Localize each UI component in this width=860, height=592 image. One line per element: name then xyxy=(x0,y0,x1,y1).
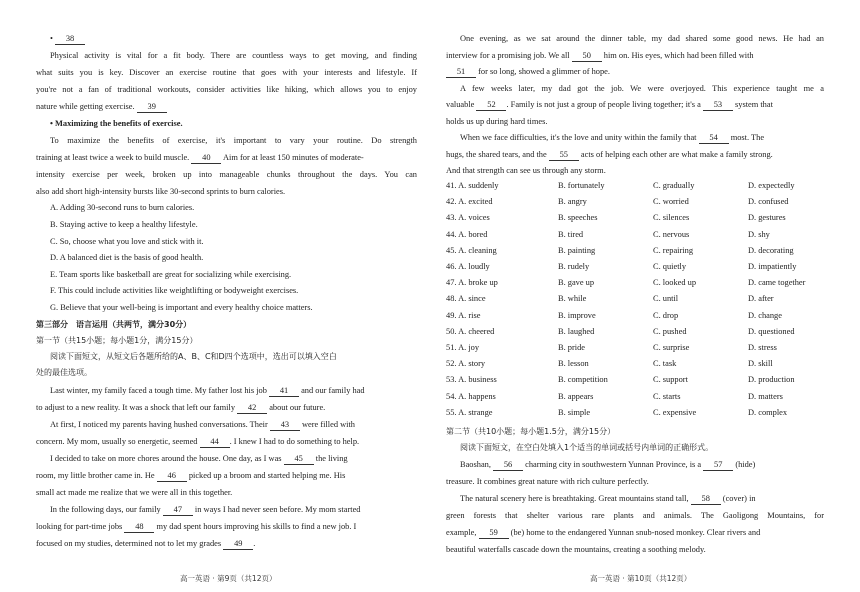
option-item: D. A balanced diet is the basis of good health. xyxy=(50,253,204,262)
page-footer: 高一英语 · 第9页（共12页） xyxy=(180,574,277,583)
choice-option: 53. A. business xyxy=(446,375,497,385)
choice-option: 54. A. happens xyxy=(446,391,496,401)
page-footer: 高一英语 · 第10页（共12页） xyxy=(590,574,692,583)
choice-option: B. lesson xyxy=(558,359,589,369)
section-heading: 第一节（共15小题；每小题1分，满分15分） xyxy=(36,336,198,345)
passage-line: The natural scenery here is breathtaking. Great mountains stand tall, 58 (cover) in xyxy=(460,494,756,503)
choice-option: C. starts xyxy=(653,391,681,401)
blank-55: 55 xyxy=(549,150,579,161)
para-line: training at least twice a week to build muscle. 40 Aim for at least 150 minutes of moderate- xyxy=(36,153,364,162)
passage-line: holds us up during hard times. xyxy=(446,117,548,126)
passage-line: concern. My mom, usually so energetic, seemed 44 . I knew I had to do something to help. xyxy=(36,437,360,446)
choice-option: B. tired xyxy=(558,229,584,239)
passage-line: A few weeks later, my dad got the job. We were overjoyed. This experience taught me a xyxy=(460,84,824,93)
choice-option: 45. A. cleaning xyxy=(446,245,497,255)
blank-43: 43 xyxy=(270,420,300,431)
choice-option: C. nervous xyxy=(653,229,690,239)
blank-40: 40 xyxy=(191,153,221,164)
passage-line: small act made me realize that we were all in this together. xyxy=(36,488,233,497)
blank-44: 44 xyxy=(200,437,230,448)
para-line: nature while getting exercise. 39 xyxy=(36,101,167,113)
para-line: intensity exercise per week, broken up into manageable chunks throughout the days. You can xyxy=(36,170,417,179)
passage-line: And that strength can see us through any storm. xyxy=(446,166,606,175)
choice-option: D. gestures xyxy=(748,213,786,223)
option-item: A. Adding 30-second runs to burn calories. xyxy=(50,203,195,212)
option-item: E. Team sports like basketball are great for socializing while exercising. xyxy=(50,270,292,279)
passage-line: green forests that shelter various rare plants and animals. The Gaoligong Mountains, for xyxy=(446,511,824,520)
blank-48: 48 xyxy=(124,522,154,533)
choice-option: C. silences xyxy=(653,213,690,223)
passage-line: treasure. It combines great nature with rich culture perfectly. xyxy=(446,477,649,486)
choice-option: 43. A. voices xyxy=(446,213,490,223)
passage-line: focused on my studies, determined not to let my grades 49 . xyxy=(36,539,256,548)
passage-line: 51 for so long, showed a glimmer of hope. xyxy=(446,66,610,78)
para-line: To maximize the benefits of exercise, it's important to vary your routine. Do strength xyxy=(50,136,417,145)
bullet-icon: • xyxy=(50,119,56,128)
choice-option: D. came together xyxy=(748,278,806,288)
blank-53: 53 xyxy=(703,100,733,111)
passage-line: interview for a promising job. We all 50 him on. His eyes, which had been filled with xyxy=(446,51,754,60)
choice-option: D. decorating xyxy=(748,245,794,255)
instructions: 阅读下面短文，从短文后各题所给的A、B、C和D四个选项中，选出可以填入空白 xyxy=(50,352,337,361)
bullet-line xyxy=(50,33,85,45)
option-item: F. This could include activities like weightlifting or bodyweight exercises. xyxy=(50,286,299,295)
para-line: also add short high-intensity bursts like 30-second sprints to burn calories. xyxy=(36,187,286,196)
option-item: G. Believe that your well-being is important and every healthy choice matters. xyxy=(50,303,313,312)
passage-line: beautiful waterfalls cascade down the mountains, creating a soothing melody. xyxy=(446,545,706,554)
passage-line: looking for part-time jobs 48 my dad spent hours improving his skills to find a new job. I xyxy=(36,522,357,531)
choice-option: D. after xyxy=(748,294,774,304)
choice-option: C. gradually xyxy=(653,181,695,190)
passage-line: room, my little brother came in. He 46 picked up a broom and started helping me. His xyxy=(36,471,346,480)
choice-option: C. until xyxy=(653,294,679,304)
choice-option: B. appears xyxy=(558,391,594,401)
blank-56: 56 xyxy=(493,460,523,471)
choice-option: D. production xyxy=(748,375,795,385)
part-heading: 第三部分 语言运用（共两节，满分30分） xyxy=(36,320,192,329)
choice-option: C. support xyxy=(653,375,688,385)
bullet-icon: • xyxy=(50,34,53,43)
choice-option: D. questioned xyxy=(748,326,795,336)
passage-line: example, 59 (be) home to the endangered Yunnan snub-nosed monkey. Clear rivers and xyxy=(446,528,761,537)
choice-option: D. stress xyxy=(748,343,777,352)
choice-option: 49. A. rise xyxy=(446,310,481,320)
blank-49: 49 xyxy=(223,539,253,550)
choice-option: B. simple xyxy=(558,407,591,417)
choice-option: D. confused xyxy=(748,197,789,207)
choice-option: D. shy xyxy=(748,229,770,239)
choice-option: 55. A. strange xyxy=(446,407,493,417)
para-line: Physical activity is vital for a fit body. There are countless ways to get moving, and finding xyxy=(50,51,417,60)
instructions: 阅读下面短文，在空白处填入1个适当的单词或括号内单词的正确形式。 xyxy=(460,443,714,452)
choice-option: B. laughed xyxy=(558,326,595,336)
blank-57: 57 xyxy=(703,460,733,471)
choice-option: 48. A. since xyxy=(446,294,486,304)
choice-option: B. fortunately xyxy=(558,181,605,190)
para-line: you're not a fan of traditional workouts, consider activities like hiking, which allows you to enjoy xyxy=(36,85,417,94)
choice-option: 44. A. bored xyxy=(446,229,488,239)
passage-line: In the following days, our family 47 in ways I had never seen before. My mom started xyxy=(50,505,361,514)
choice-option: C. expensive xyxy=(653,407,697,417)
choice-option: C. task xyxy=(653,359,677,369)
choice-option: B. while xyxy=(558,294,587,304)
choice-option: B. speeches xyxy=(558,213,598,223)
choice-option: D. expectedly xyxy=(748,181,795,190)
choice-option: C. quietly xyxy=(653,262,687,271)
choice-option: 51. A. joy xyxy=(446,343,480,352)
choice-option: 42. A. excited xyxy=(446,197,493,207)
passage-line: hugs, the shared tears, and the 55 acts of helping each other are what make a family strong. xyxy=(446,150,773,159)
choice-option: C. repairing xyxy=(653,245,694,255)
blank-39: 39 xyxy=(137,102,167,113)
blank-46: 46 xyxy=(157,471,187,482)
blank-58: 58 xyxy=(691,494,721,505)
choice-option: D. complex xyxy=(748,407,788,417)
blank-41: 41 xyxy=(269,386,299,397)
choice-option: B. rudely xyxy=(558,262,590,271)
blank-47: 47 xyxy=(163,505,193,516)
choice-option: B. competition xyxy=(558,375,608,385)
blank-42: 42 xyxy=(237,403,267,414)
blank-50: 50 xyxy=(572,51,602,62)
choice-option: 52. A. story xyxy=(446,359,486,369)
para-line: what suits you is key. Discover an exercise routine that goes with your interests and lifestyle. If xyxy=(36,68,417,77)
choice-option: B. pride xyxy=(558,343,585,352)
option-item: B. Staying active to keep a healthy lifestyle. xyxy=(50,220,198,229)
choice-option: D. change xyxy=(748,310,782,320)
passage-line: valuable 52 . Family is not just a group of people living together; it's a 53 system that xyxy=(446,100,773,109)
choice-option: B. painting xyxy=(558,245,596,255)
choice-option: D. skill xyxy=(748,359,773,369)
passage-line: Baoshan, 56 charming city in southwestern Yunnan Province, is a 57 (hide) xyxy=(460,460,756,469)
blank-51: 51 xyxy=(446,67,476,78)
choice-option: D. impatiently xyxy=(748,262,797,271)
choice-option: 47. A. broke up xyxy=(446,278,498,288)
passage-line: One evening, as we sat around the dinner table, my dad shared some good news. He had an xyxy=(460,34,824,43)
instructions: 处的最佳选项。 xyxy=(36,368,92,377)
passage-line: to adjust to a new reality. It was a shock that left our family 42 about our future. xyxy=(36,403,326,412)
blank-45: 45 xyxy=(284,454,314,465)
choice-option: 41. A. suddenly xyxy=(446,181,499,190)
section-heading: • Maximizing the benefits of exercise. xyxy=(50,119,183,128)
choice-option: C. surprise xyxy=(653,343,690,352)
passage-line: I decided to take on more chores around the house. One day, as I was 45 the living xyxy=(50,454,348,463)
option-item: C. So, choose what you love and stick with it. xyxy=(50,237,204,246)
blank-38: 38 xyxy=(55,34,85,45)
choice-option: 50. A. cheered xyxy=(446,326,495,336)
choice-option: C. drop xyxy=(653,310,679,320)
passage-line: When we face difficulties, it's the love and unity within the family that 54 most. The xyxy=(460,133,765,142)
blank-54: 54 xyxy=(699,133,729,144)
choice-option: B. angry xyxy=(558,197,587,207)
choice-option: C. pushed xyxy=(653,326,687,336)
section-heading: 第二节（共10小题；每小题1.5分，满分15分） xyxy=(446,427,616,436)
choice-option: B. gave up xyxy=(558,278,595,288)
choice-option: B. improve xyxy=(558,310,596,320)
choice-option: C. worried xyxy=(653,197,689,207)
choice-option: D. matters xyxy=(748,391,783,401)
passage-line: Last winter, my family faced a tough time. My father lost his job 41 and our family had xyxy=(50,386,365,395)
choice-option: 46. A. loudly xyxy=(446,262,490,271)
blank-52: 52 xyxy=(476,100,506,111)
blank-59: 59 xyxy=(479,528,509,539)
choice-option: C. looked up xyxy=(653,278,697,288)
passage-line: At first, I noticed my parents having hushed conversations. Their 43 were filled with xyxy=(50,420,355,429)
